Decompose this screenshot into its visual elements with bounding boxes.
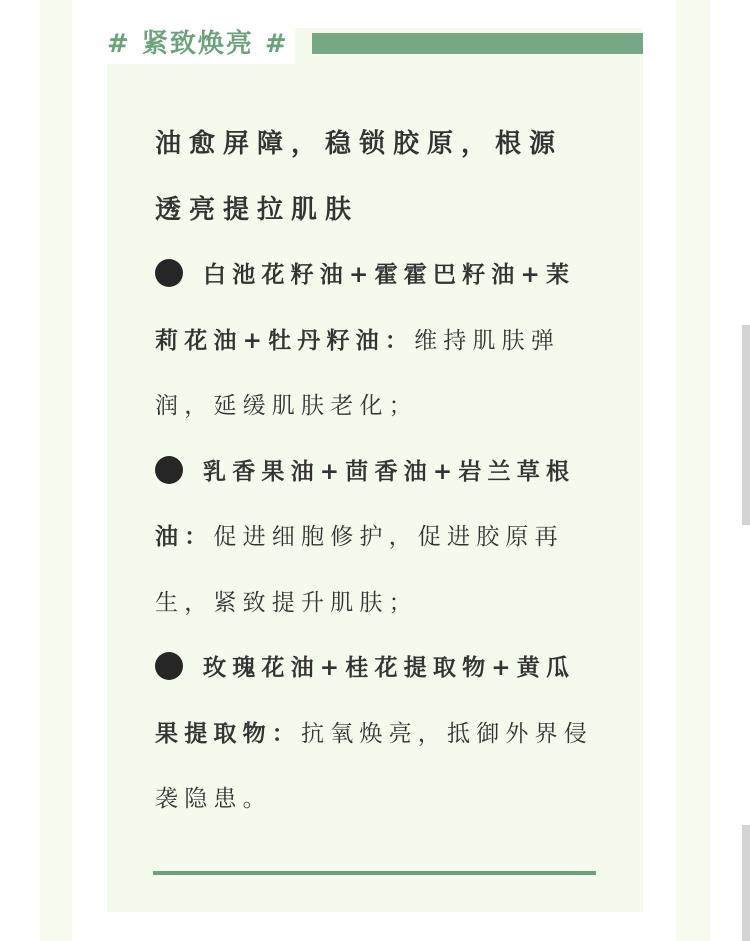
ingredient-label: 玫瑰花油+桂花提取物+黄瓜果提取物： xyxy=(155,655,576,747)
ingredient-label: 乳香果油+茴香油+岩兰草根油： xyxy=(155,458,576,550)
bullet-icon xyxy=(155,652,183,680)
ingredient-description: 促进细胞修护，促进胶原再生，紧致提升肌肤； xyxy=(155,524,564,616)
section-header xyxy=(107,24,643,64)
list-item xyxy=(155,440,595,637)
right-decor-strip xyxy=(676,0,710,941)
intro-heading: 油愈屏障，稳锁胶原，根源透亮提拉肌肤 xyxy=(155,129,564,225)
scroll-indicator xyxy=(742,825,750,941)
section-title: # 紧致焕亮 # xyxy=(107,24,295,64)
ingredient-description: 维持肌肤弹润，延缓肌肤老化； xyxy=(155,327,561,419)
scroll-indicator xyxy=(742,325,750,525)
list-item xyxy=(155,636,595,833)
bullet-icon xyxy=(155,456,183,484)
section-divider xyxy=(153,871,596,875)
header-accent-bar xyxy=(312,33,643,54)
list-item xyxy=(155,243,595,440)
bullet-icon xyxy=(155,259,183,287)
left-decor-strip xyxy=(40,0,72,941)
content-body xyxy=(155,112,595,833)
ingredient-description: 抗氧焕亮，抵御外界侵袭隐患。 xyxy=(155,720,593,812)
ingredient-label: 白池花籽油+霍霍巴籽油+茉莉花油+牡丹籽油： xyxy=(155,262,576,354)
